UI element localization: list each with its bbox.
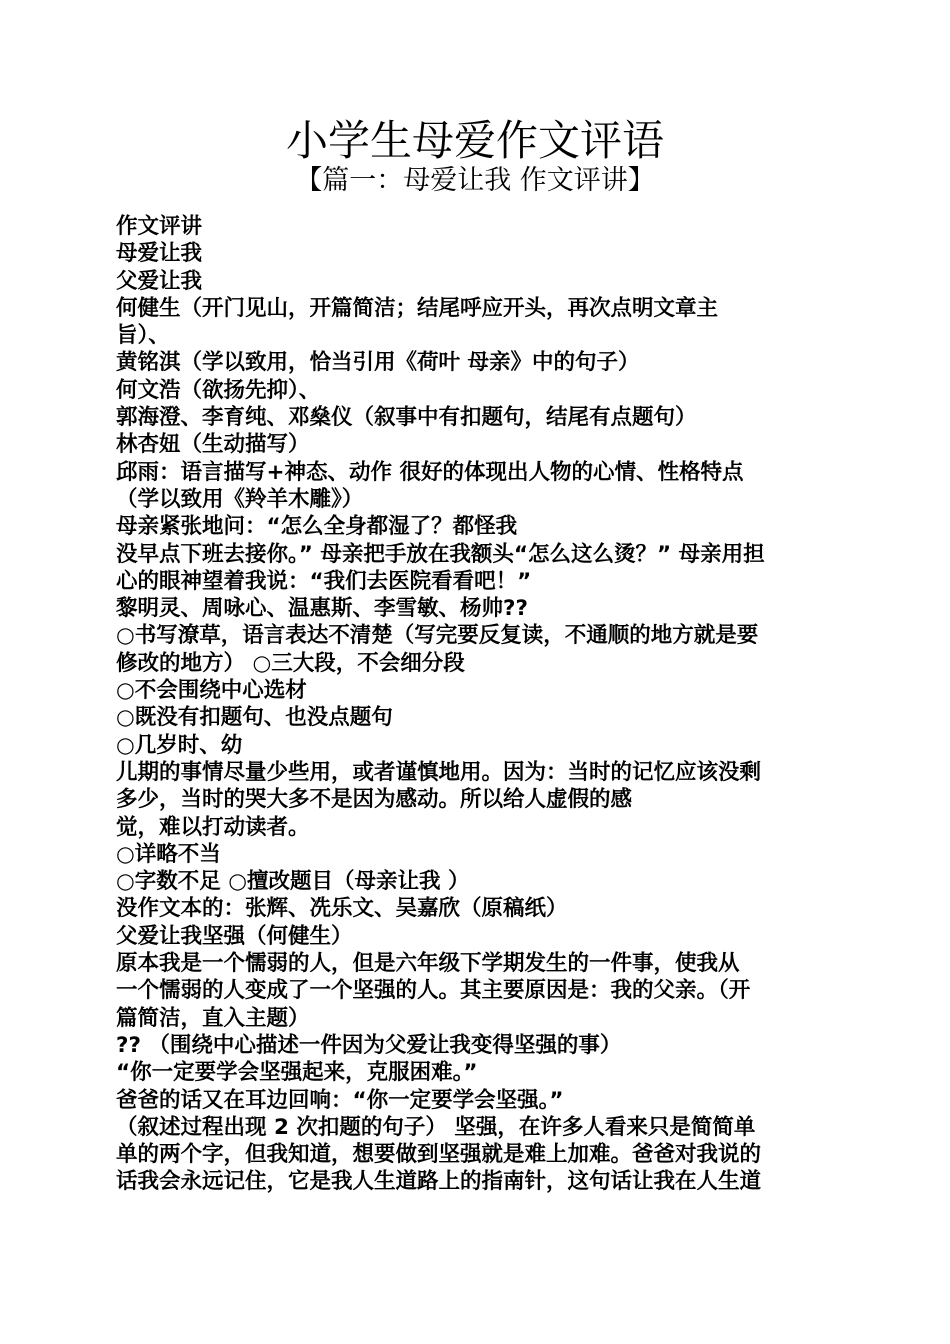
body-line: ?? （围绕中心描述一件因为父爱让我变得坚强的事） <box>116 1032 622 1058</box>
body-line: 何健生（开门见山，开篇简洁；结尾呼应开头，再次点明文章主 <box>116 295 719 321</box>
body-line: 郭海澄、李育纯、邓燊仪（叙事中有扣题句，结尾有点题句） <box>116 405 697 431</box>
body-line: ○书写潦草，语言表达不清楚（写完要反复读，不通顺的地方就是要 <box>116 623 759 649</box>
body-line: （学以致用《羚羊木雕》） <box>116 486 364 512</box>
body-line: 多少，当时的哭大多不是因为感动。所以给人虚假的感 <box>116 787 633 813</box>
body-line: ○几岁时、幼 <box>116 732 243 758</box>
body-line: 篇简洁，直入主题） <box>116 1005 310 1031</box>
body-line: 一个懦弱的人变成了一个坚强的人。其主要原因是：我的父亲。（开 <box>116 978 751 1004</box>
body-line: 没早点下班去接你。” 母亲把手放在我额头“怎么这么烫？” 母亲用担 <box>116 541 765 567</box>
body-line: 父爱让我 <box>116 268 203 294</box>
body-line: ○字数不足 ○擅改题目（母亲让我 ） <box>116 869 470 895</box>
body-line: ○不会围绕中心选材 <box>116 678 307 704</box>
body-line: 父爱让我坚强（何健生） <box>116 923 353 949</box>
body-line: 儿期的事情尽量少些用，或者谨慎地用。因为：当时的记忆应该没剩 <box>116 759 762 785</box>
body-line: 邱雨：语言描写+神态、动作 很好的体现出人物的心情、性格特点 <box>116 459 744 485</box>
body-line: 觉，难以打动读者。 <box>116 814 310 840</box>
document-subtitle: 【篇一：母爱让我 作文评讲】 <box>295 165 655 196</box>
body-line: 单的两个字，但我知道，想要做到坚强就是难上加难。爸爸对我说的 <box>116 1142 762 1168</box>
body-line: 修改的地方） ○三大段，不会细分段 <box>116 650 465 676</box>
body-line: ○既没有扣题句、也没点题句 <box>116 705 393 731</box>
body-line: 没作文本的：张辉、冼乐文、吴嘉欣（原稿纸） <box>116 896 568 922</box>
body-line: 心的眼神望着我说：“我们去医院看看吧！” <box>116 568 532 594</box>
body-line: 黎明灵、周咏心、温惠斯、李雪敏、杨帅?? <box>116 596 528 622</box>
body-line: 母亲紧张地问：“怎么全身都湿了？都怪我 <box>116 514 518 540</box>
body-line: 黄铭淇（学以致用，恰当引用《荷叶 母亲》中的句子） <box>116 350 640 376</box>
document-body <box>116 213 840 1196</box>
body-line: （叙述过程出现 2 次扣题的句子） 坚强，在许多人看来只是简简单 <box>116 1114 756 1140</box>
body-line: “你一定要学会坚强起来，克服困难。” <box>116 1060 478 1086</box>
body-line: 作文评讲 <box>116 214 203 239</box>
body-line: 爸爸的话又在耳边回响：“你一定要学会坚强。” <box>116 1087 564 1113</box>
body-line: 原本我是一个懦弱的人，但是六年级下学期发生的一件事，使我从 <box>116 951 740 977</box>
body-line: 旨）、 <box>116 323 170 349</box>
body-line: 话我会永远记住，它是我人生道路上的指南针，这句话让我在人生道 <box>116 1169 762 1195</box>
body-line: 林杏妞（生动描写） <box>116 432 310 458</box>
body-line: 何文浩（欲扬先抑）、 <box>116 377 321 403</box>
body-line: 母爱让我 <box>116 241 203 267</box>
body-line: ○详略不当 <box>116 841 221 867</box>
document-title: 小学生母爱作文评语 <box>285 116 664 165</box>
